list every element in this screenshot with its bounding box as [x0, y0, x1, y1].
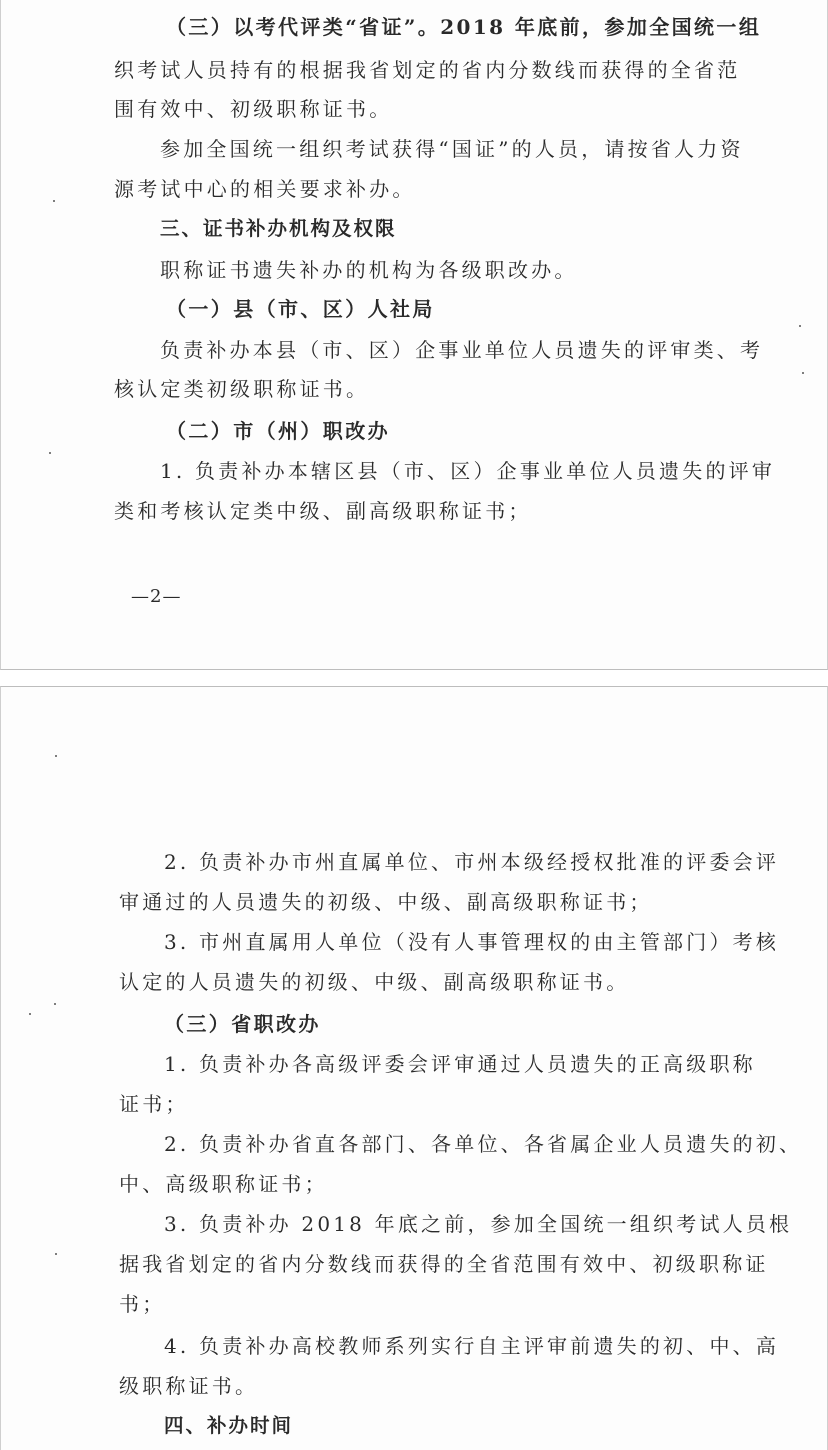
- text-line: 3. 负责补办 2018 年底之前，参加全国统一组织考试人员根: [164, 1212, 793, 1236]
- document-page-2: [0, 0, 828, 670]
- subsection-heading: （三）省职改办: [164, 1012, 321, 1036]
- scan-speck: [799, 325, 801, 327]
- text-line: 据我省划定的省内分数线而获得的全省范围有效中、初级职称证: [119, 1252, 769, 1276]
- scan-speck: [29, 1013, 31, 1015]
- subsection-heading: （一）县（市、区）人社局: [166, 297, 435, 321]
- text-line: 认定的人员遗失的初级、中级、副高级职称证书。: [119, 970, 630, 994]
- text-line: 书；: [119, 1292, 166, 1316]
- scan-speck: [55, 755, 57, 757]
- page-number: —2—: [131, 586, 182, 607]
- text-line: 1. 负责补办各高级评委会评审通过人员遗失的正高级职称: [164, 1052, 756, 1076]
- scan-speck: [54, 1003, 56, 1005]
- text-line: 4. 负责补办高校教师系列实行自主评审前遗失的初、中、高: [164, 1334, 780, 1358]
- text-line: 围有效中、初级职称证书。: [114, 97, 393, 121]
- scan-speck: [49, 452, 51, 454]
- text-line: 证书；: [119, 1092, 189, 1116]
- scan-speck: [55, 1253, 57, 1255]
- text-line: 参加全国统一组织考试获得“国证”的人员，请按省人力资: [160, 137, 744, 161]
- text-line: 核认定类初级职称证书。: [114, 377, 370, 401]
- section-heading: 四、补办时间: [164, 1414, 294, 1437]
- document-page-3: [0, 686, 828, 1450]
- text-line: 审通过的人员遗失的初级、中级、副高级职称证书；: [119, 890, 653, 914]
- text-line: 类和考核认定类中级、副高级职称证书；: [114, 499, 532, 523]
- text-line: 源考试中心的相关要求补办。: [114, 177, 416, 201]
- text-line: 级职称证书。: [119, 1374, 259, 1398]
- text-line: 负责补办本县（市、区）企事业单位人员遗失的评审类、考: [160, 338, 764, 362]
- text-line: 职称证书遗失补办的机构为各级职改办。: [160, 258, 578, 282]
- scan-speck: [802, 372, 804, 374]
- scan-speck: [53, 200, 55, 202]
- text-line: 3. 市州直属用人单位（没有人事管理权的由主管部门）考核: [164, 930, 780, 954]
- text-line: 2. 负责补办市州直属单位、市州本级经授权批准的评委会评: [164, 850, 780, 874]
- text-line: 织考试人员持有的根据我省划定的省内分数线而获得的全省范: [114, 58, 741, 82]
- text-line: 中、高级职称证书；: [119, 1172, 328, 1196]
- text-line: 2. 负责补办省直各部门、各单位、各省属企业人员遗失的初、: [164, 1132, 803, 1156]
- section-heading: 三、证书补办机构及权限: [160, 217, 397, 240]
- page-gap: [0, 670, 828, 686]
- subsection-heading: （二）市（州）职改办: [166, 419, 390, 443]
- subsection-heading: （三）以考代评类“省证”。2018 年底前，参加全国统一组: [166, 15, 762, 39]
- text-line: 1. 负责补办本辖区县（市、区）企事业单位人员遗失的评审: [160, 459, 776, 483]
